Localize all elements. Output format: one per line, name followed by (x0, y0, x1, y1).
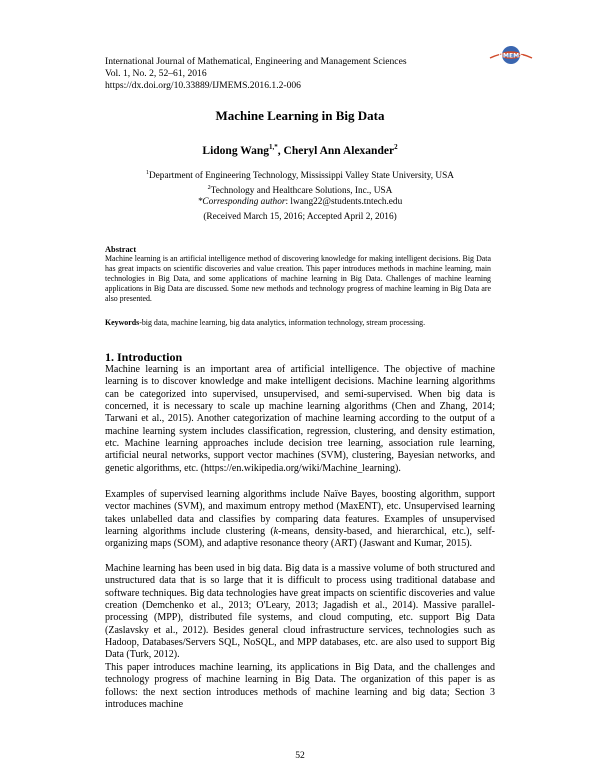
journal-name: International Journal of Mathematical, Engineering and Management Sciences (105, 56, 407, 67)
journal-logo-icon (486, 44, 536, 66)
author-1-affil: 1,* (269, 143, 278, 151)
paragraph-3: Machine learning has been used in big data. Big data is a massive volume of both structured and unstructured data that is so large that it is difficult to process using traditional database and software techniques. Big data technologies have great impacts on scientific discoveries and value creation (Demchenko et al., 2013; O'Leary, 2013; Jagadish et al., 2014). Massive parallel-processing (MPP), distributed file systems, and cloud computing, etc. support Big Data (Zaslavsky et al., 2012). Besides general cloud infrastructure services, technologies such as Hadoop, Databases/Servers SQL, NoSQL, and MPP databases, etc. are also used to support Big Data (Turk, 2012). (105, 563, 495, 661)
journal-volume: Vol. 1, No. 2, 52–61, 2016 (105, 68, 207, 79)
affiliations (0, 168, 600, 209)
keywords-text: -big data, machine learning, big data analytics, information technology, stream processing. (139, 318, 426, 327)
author-2: Cheryl Ann Alexander (283, 144, 395, 157)
author-2-affil: 2 (394, 143, 398, 151)
received-dates: (Received March 15, 2016; Accepted April 2, 2016) (203, 212, 397, 222)
affiliation-2: $^2$Technology and Healthcare Solutions, Inc., USA (207, 184, 393, 196)
author-list (0, 143, 600, 157)
journal-doi: https://dx.doi.org/10.33889/IJMEMS.2016.1.2-006 (105, 80, 301, 91)
paragraph-4: This paper introduces machine learning, its applications in Big Data, and the challenges and technology progress of machine learning in Big Data. The organization of this paper is as follows: the next section introduces methods of machine learning and big data; Section 3 introduces machine (105, 662, 495, 711)
corresponding-author: *Corresponding author: lwang22@students.tntech.edu (197, 197, 403, 208)
paragraph-1: Machine learning is an important area of artificial intelligence. The objective of machine learning is to discover knowledge and make intelligent decisions. Machine learning algorithms can be categorized into supervised, unsupervised, and semi-supervised. When big data is concerned, it is necessary to scale up machine learning algorithms (Chen and Zhang, 2014; Tarwani et al., 2015). Another categorization of machine learning according to the output of a machine learning system includes classification, regression, clustering, and density estimation, etc. Machine learning approaches include decision tree learning, association rule learning, artificial neural networks, support vector machines (SVM), clustering, Bayesian networks, and genetic algorithms, etc. (https://en.wikipedia.org/wiki/Machine_learning). (105, 364, 495, 474)
abstract-body: Machine learning is an artificial intelligence method of discovering knowledge for making intelligent decisions. Big Data has great impacts on scientific discoveries and value creation. This paper introduces methods in machine learning, main technologies in Big Data, and some applications of machine learning in Big Data. Challenges of machine learning applications in Big Data are discussed. Some new methods and technology progress of machine learning in Big Data are also presented. (105, 254, 491, 303)
logo-text: IJMEMS (498, 52, 524, 60)
author-separator: , (277, 144, 284, 157)
keywords-label: Keywords (105, 318, 140, 327)
keywords (105, 318, 491, 328)
paragraph-2: Examples of supervised learning algorithms include Naïve Bayes, boosting algorithm, support vector machines (SVM), and maximum entropy method (MaxENT), etc. Unsupervised learning takes unlabelled data and classifies by comparing data features. Examples of unsupervised learning algorithms include clustering (k-means, density-based, and hierarchical, etc.), self-organizing maps (SOM), and adaptive resonance theory (ART) (Jaswant and Kumar, 2015). (105, 489, 495, 550)
paper-title: Machine Learning in Big Data (215, 108, 385, 123)
page-number: 52 (295, 750, 305, 761)
section-heading-introduction: 1. Introduction (105, 350, 183, 364)
author-1: Lidong Wang (202, 144, 270, 157)
affiliation-1: $^1$Department of Engineering Technology, Mississippi Valley State University, USA (145, 170, 455, 182)
journal-header (105, 56, 485, 92)
abstract-heading: Abstract (105, 245, 137, 254)
